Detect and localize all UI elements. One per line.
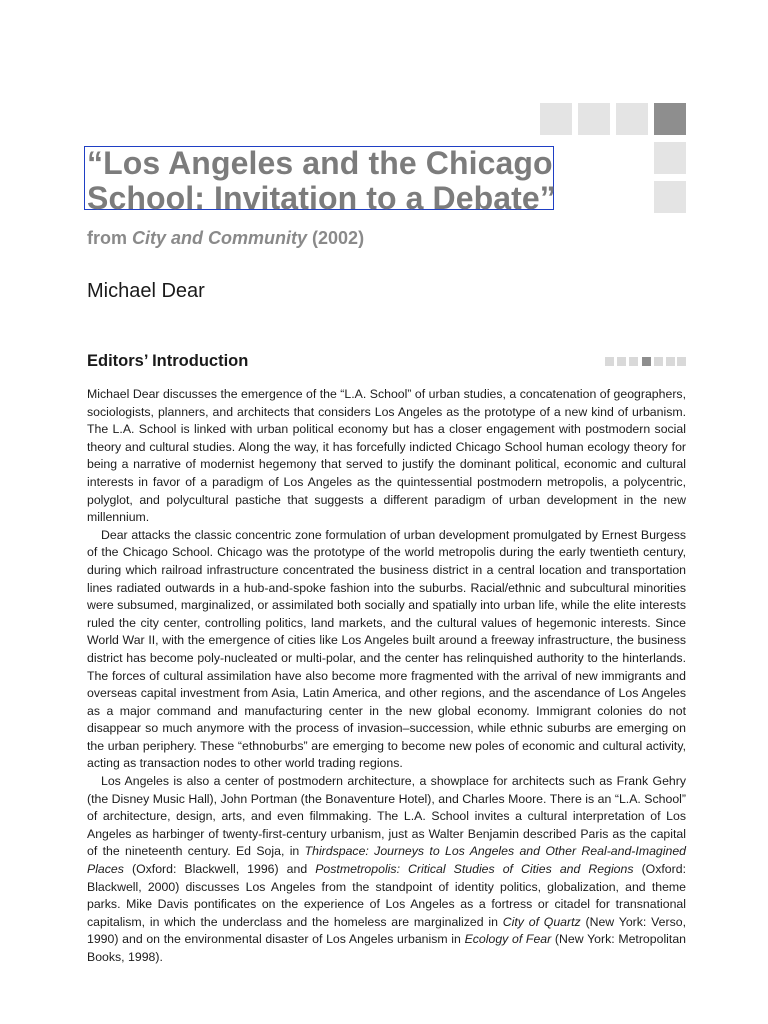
decorative-mini-square (677, 357, 686, 366)
decorative-square (654, 142, 686, 174)
decorative-mini-square (666, 357, 675, 366)
paragraph (87, 773, 686, 967)
chapter-title (87, 146, 556, 216)
decorative-square-accent (654, 103, 686, 135)
author-name: Michael Dear (87, 280, 205, 302)
text-run: Dear attacks the classic concentric zone formulation of urban development promulgated by Ernest Burgess of the Chicago School. Chicago was the prototype of the world metropolis during the early twentieth century, during which railroad infrastructure concentrated the business district in a central location and transportation lines radiated outwards in a hub-and-spoke fashion into the suburbs. Racial/ethnic and subcultural minorities were subsumed, marginalized, or assimilated both socially and spatially into urban life, while the elite interests ruled the city center, controlling politics, land markets, and the cultural values of hegemonic interests. Since World War II, with the emergence of cities like Los Angeles built around a freeway infrastructure, the business district has become poly-nucleated or multi-polar, and the center has relinquished authority to the hinterlands. The forces of cultural assimilation have also become more fragmented with the arrival of new immigrants and overseas capital investment from Asia, Latin America, and other regions, and the ascendance of Los Angeles as a major command and manufacturing center in the new global economy. Immigrant colonies do not disappear so much anymore with the process of invasion–succession, while ethnic suburbs are emerging on the urban periphery. These “ethnoburbs” are emerging to become new poles of economic and cultural activity, acting as transaction nodes to other world trading regions. (87, 527, 686, 771)
decorative-square (654, 181, 686, 213)
source-prefix: from (87, 228, 132, 248)
paragraph (87, 527, 686, 773)
book-title: City of Quartz (502, 914, 581, 929)
decorative-mini-square (617, 357, 626, 366)
text-run: (Oxford: Blackwell, 2000) discusses Los Angeles from the standpoint of identity politics, globalization, and theme parks. Mike Davis pontificates on the experience of Los Angeles as a fortress or citadel for transnational capitalism, in which the underclass and the homeless are marginalized in (87, 862, 686, 929)
decorative-mini-square (629, 357, 638, 366)
source-line (87, 228, 364, 249)
section-heading: Editors’ Introduction (87, 352, 249, 370)
text-run: Los Angeles is also a center of postmodern architecture, a showplace for architects such as Frank Gehry (the Disney Music Hall), John Portman (the Bonaventure Hotel), and Charles Moore. There is an “L.A. School” of architecture, design, arts, and even filmmaking. The L.A. School invites a cultural interpretation of Los Angeles as harbinger of twenty-first-century urbanism, just as Walter Benjamin described Paris as the capital of the nineteenth century. Ed Soja, in (87, 774, 686, 859)
paragraph (87, 386, 686, 527)
decorative-mini-square (605, 357, 614, 366)
decorative-mini-square-accent (642, 357, 651, 366)
decorative-mini-square (654, 357, 663, 366)
title-line-2: School: Invitation to a Debate” (87, 180, 556, 216)
book-title: Thirdspace: Journeys to Los Angeles and Other Real-and-Imagined Places (87, 844, 686, 877)
decorative-square (616, 103, 648, 135)
title-line-1: “Los Angeles and the Chicago (87, 145, 553, 181)
decorative-square (578, 103, 610, 135)
book-title: Postmetropolis: Critical Studies of Cities and Regions (315, 862, 634, 877)
text-run: (Oxford: Blackwell, 1996) and (123, 862, 316, 877)
text-run: (New York: Metropolitan Books, 1998). (87, 932, 687, 964)
text-run: (New York: Verso, 1990) and on the environmental disaster of Los Angeles urbanism in (87, 914, 686, 947)
source-publication: City and Community (132, 228, 308, 248)
source-year: (2002) (312, 228, 365, 248)
introduction-body (87, 386, 686, 967)
book-title: Ecology of Fear (464, 932, 552, 947)
decorative-square (540, 103, 572, 135)
text-run: Michael Dear discusses the emergence of the “L.A. School” of urban studies, a concatenation of geographers, sociologists, planners, and architects that considers Los Angeles as the prototype of a new kind of urbanism. The L.A. School is linked with urban political economy but has a closer engagement with postmodern social theory and cultural studies. Along the way, it has forcefully indicted Chicago School human ecology theory for being a narrative of modernist hegemony that served to justify the dominant political, economic and cultural interests in favor of a paradigm of Los Angeles as the quintessential postmodern metropolis, a polycentric, polyglot, and polycultural pastiche that suggests a different paradigm of urban development in the new millennium. (87, 387, 686, 525)
